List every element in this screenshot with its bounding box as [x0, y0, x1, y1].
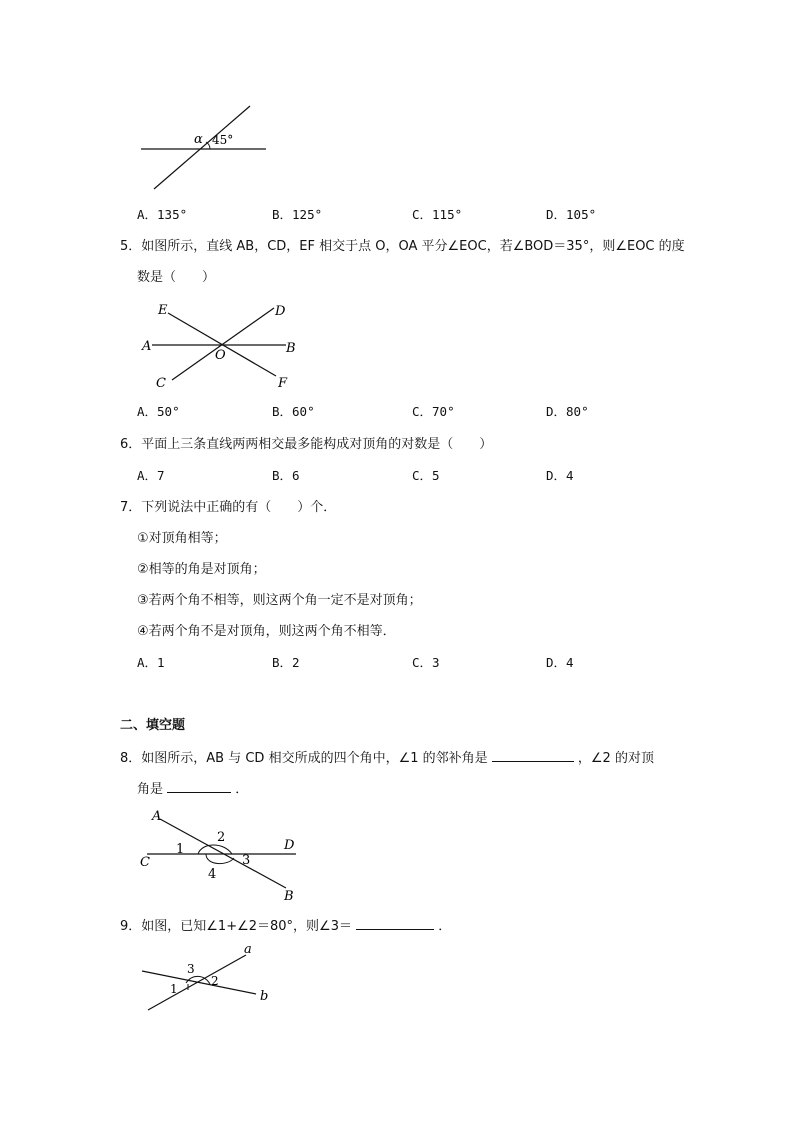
q9-label-a: a: [244, 942, 252, 957]
q7-statement-1: ①对顶角相等；: [137, 531, 227, 546]
q7-statement-4: ④若两个角不是对顶角，则这两个角不相等．: [137, 624, 396, 639]
q6-option-b: B．6: [272, 468, 300, 483]
q7-question-line1: 7．下列说法中正确的有（ ）个．: [120, 500, 337, 515]
q5-option-b: B．60°: [272, 404, 315, 419]
q4-angle-label: 45°: [212, 133, 234, 147]
q9-label-3: 3: [187, 962, 195, 976]
q7-option-c: C．3: [412, 655, 440, 670]
q5-label-o: O: [215, 348, 226, 363]
q4-alpha-label: α: [194, 132, 203, 147]
q9-line1-text-b: ．: [438, 919, 452, 934]
q4-option-a: A．135°: [137, 207, 188, 222]
q8-label-1: 1: [176, 842, 185, 857]
q8-line1-text-b: ，∠2 的对顶: [577, 751, 654, 766]
q8-line2-text-b: ．: [235, 782, 249, 797]
q8-label-4: 4: [208, 867, 217, 882]
section-fill-in-title: 二、填空题: [120, 718, 186, 733]
q7-option-b: B．2: [272, 655, 300, 670]
q4-slanted-line: [154, 106, 250, 189]
q7-option-a: A．1: [137, 655, 165, 670]
q4-option-d: D．105°: [546, 207, 597, 222]
q8-label-3: 3: [242, 853, 251, 868]
q6-option-a: A．7: [137, 468, 165, 483]
q6-option-d: D．4: [546, 468, 574, 483]
q8-blank-1[interactable]: [492, 749, 574, 762]
q5-option-d: D．80°: [546, 404, 589, 419]
q5-label-e: E: [158, 303, 168, 318]
q5-option-c: C．70°: [412, 404, 455, 419]
q9-blank[interactable]: [356, 917, 434, 930]
q5-question-line2: 数是（ ）: [137, 270, 216, 285]
q8-line1-text-a: 8．如图所示，AB 与 CD 相交所成的四个角中，∠1 的邻补角是: [120, 751, 488, 766]
q5-question-line1: 5．如图所示，直线 AB，CD，EF 相交于点 O，OA 平分∠EOC，若∠BOD＝35°，则∠EOC 的度: [120, 239, 685, 254]
q7-option-d: D．4: [546, 655, 574, 670]
q4-option-b: B．125°: [272, 207, 323, 222]
q5-label-f: F: [278, 376, 288, 391]
q8-label-d: D: [284, 838, 295, 853]
q8-label-b: B: [284, 889, 294, 904]
q5-label-a: A: [142, 339, 152, 354]
q8-line2-text-a: 角是: [137, 782, 164, 797]
q4-figure: [130, 100, 280, 195]
q9-question-line1: [120, 917, 451, 935]
q5-label-d: D: [275, 304, 286, 319]
q9-label-b: b: [260, 989, 269, 1004]
q8-label-2: 2: [217, 830, 226, 845]
q9-label-2: 2: [211, 974, 219, 988]
q8-angle-arc-lower: [206, 854, 234, 864]
q8-question-line1: [120, 749, 654, 767]
q8-label-a: A: [152, 809, 162, 824]
q8-figure: [136, 806, 306, 906]
q8-label-c: C: [140, 855, 150, 870]
q5-option-a: A．50°: [137, 404, 180, 419]
q9-label-1: 1: [170, 982, 178, 996]
q6-option-c: C．5: [412, 468, 440, 483]
q9-line1-text-a: 9．如图，已知∠1+∠2＝80°，则∠3＝: [120, 919, 352, 934]
q7-statement-2: ②相等的角是对顶角；: [137, 562, 266, 577]
q9-figure: [138, 940, 288, 1020]
q4-option-c: C．115°: [412, 207, 463, 222]
q7-statement-3: ③若两个角不相等，则这两个角一定不是对顶角；: [137, 593, 422, 608]
q6-question-line1: 6．平面上三条直线两两相交最多能构成对顶角的对数是（ ）: [120, 437, 493, 452]
q5-figure: [138, 298, 308, 393]
q5-line-cd: [172, 308, 274, 380]
q5-label-c: C: [156, 376, 166, 391]
q9-line-b: [142, 971, 256, 994]
q8-question-line2: [137, 780, 248, 798]
q5-label-b: B: [286, 341, 296, 356]
q8-blank-2[interactable]: [167, 780, 231, 793]
